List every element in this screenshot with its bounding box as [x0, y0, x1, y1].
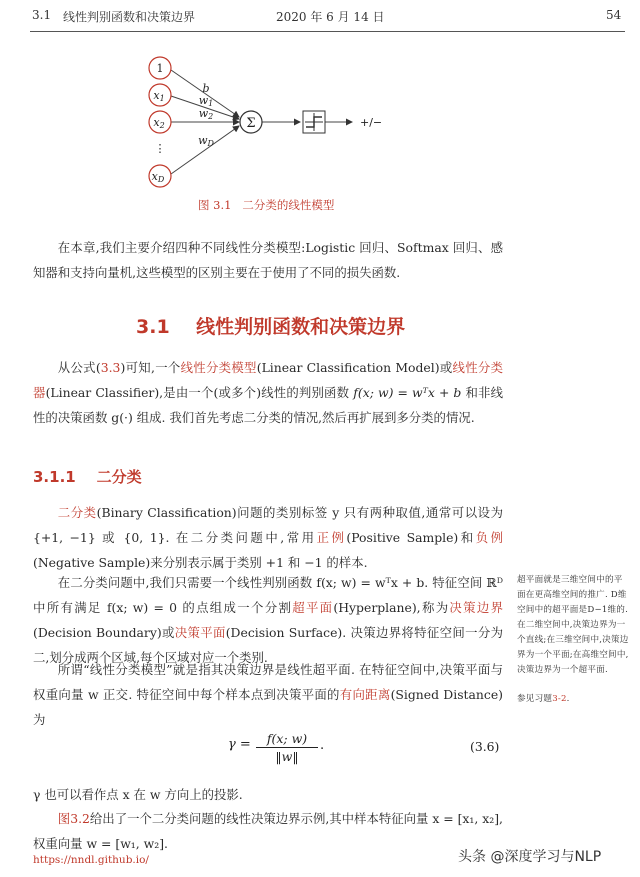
weight-w1-label: w1 [198, 94, 214, 108]
header-rule [30, 31, 625, 32]
paragraph-figure-reference: 图3.2给出了一个二分类问题的线性决策边界示例,其中样本特征向量 x = [x₁, x₂],权重向量 w = [w₁, w₂]. [33, 811, 503, 851]
exercise-link[interactable]: 3-2 [552, 694, 567, 704]
term-signed-distance: 有向距离 [339, 687, 391, 702]
section-title: 线性判别函数和决策边界 [196, 316, 406, 338]
term-decision-surface: 决策平面 [174, 625, 226, 640]
term-decision-boundary: 决策边界 [449, 600, 504, 615]
fraction-bar [256, 747, 318, 748]
eq-reference-link[interactable]: 3.3 [100, 360, 121, 375]
term-negative-sample: 负例 [475, 530, 504, 545]
header-date: 2020 年 6 月 14 日 [276, 10, 385, 24]
equation-denominator: ‖w‖ [275, 749, 299, 764]
paragraph-linear-classifier: 从公式(3.3)可知,一个线性分类模型(Linear Classification Model)或线性分类器(Linear Classifier),是由一个(或多个)线性的判别函数 f(x; w) = wᵀx + b 和非线性的决策函数 g(·) 组成. 我们首先考虑二分类的情况,然后再扩展到多分类的情况. [33, 360, 504, 425]
equation-numerator: f(x; w) [266, 731, 308, 746]
figure-caption-number: 图 3.1 [198, 198, 232, 212]
output-label: +/− [360, 116, 383, 129]
weight-b-label: b [202, 82, 210, 95]
equation-fraction [256, 731, 318, 764]
intro-paragraph: 在本章,我们主要介绍四种不同线性分类模型:Logistic 回归、Softmax 回归、感知器和支持向量机,这些模型的区别主要在于使用了不同的损失函数. [33, 240, 503, 280]
linear-model-diagram [140, 48, 400, 193]
term-linear-classifier: 线性分类器 [33, 360, 504, 400]
watermark-text: 头条 @深度学习与NLP [458, 849, 602, 865]
step-function-icon [303, 111, 325, 133]
header-section-title: 线性判别函数和决策边界 [63, 10, 196, 24]
section-number: 3.1 [136, 316, 170, 338]
input-x1-label: x1 [153, 89, 165, 103]
subsection-heading [33, 466, 142, 487]
equation-lhs: γ = [228, 737, 251, 752]
input-ellipsis: ⋮ [154, 142, 166, 155]
input-bias-label: 1 [156, 62, 164, 75]
margin-note-exercise-ref: 参见习题3-2. [517, 694, 570, 704]
subsection-number: 3.1.1 [33, 468, 76, 486]
discriminant-formula: f(x; w) = wᵀx + b [353, 385, 462, 400]
paragraph-projection: γ 也可以看作点 x 在 w 方向上的投影. [33, 787, 243, 802]
term-hyperplane: 超平面 [292, 600, 334, 615]
term-positive-sample: 正例 [316, 530, 347, 545]
equation-period: . [320, 738, 325, 753]
sum-symbol: Σ [246, 116, 256, 131]
header-section-number: 3.1 [32, 8, 52, 22]
section-heading [136, 312, 405, 339]
input-xD-label: xD [151, 170, 165, 184]
paragraph-signed-distance: 所谓“线性分类模型”就是指其决策边界是线性超平面. 在特征空间中,决策平面与权重向量 w 正交. 特征空间中每个样本点到决策平面的有向距离(Signed Distance)为 [33, 662, 503, 727]
figure-caption-text: 二分类的线性模型 [242, 198, 335, 212]
weight-wD-label: wD [198, 134, 214, 148]
margin-note-text: 超平面就是三维空间中的平面在更高维空间的推广. D维空间中的超平面是D−1维的. 在二维空间中,决策边界为一个直线;在三维空间中,决策边界为一个平面;在高维空间中,决策边界为一个超平面. [517, 575, 629, 675]
margin-note [517, 573, 629, 707]
weight-w2-label: w2 [198, 107, 214, 121]
term-linear-classification-model: 线性分类模型 [180, 360, 257, 375]
footer-url-link[interactable]: https://nndl.github.io/ [33, 854, 149, 866]
paragraph-binary-classification: 二分类(Binary Classification)问题的类别标签 y 只有两种取值,通常可以设为 {+1, −1} 或 {0, 1}. 在二分类问题中,常用正例(Positive Sample)和负例(Negative Sample)来分别表示属于类别 +1 和 −1 的样本. [33, 505, 504, 570]
term-binary-classification: 二分类 [57, 505, 97, 520]
paragraph-decision-boundary: 在二分类问题中,我们只需要一个线性判别函数 f(x; w) = wᵀx + b. 特征空间 ℝᴰ 中所有满足 f(x; w) = 0 的点组成一个分割超平面(Hyperplane),称为决策边界(Decision Boundary)或决策平面(Decision Surface). 决策边界将特征空间一分为二,划分成两个区域,每个区域对应一个类别. [33, 575, 504, 665]
input-x2-label: x2 [153, 116, 165, 130]
figure-reference-link[interactable]: 图3.2 [57, 811, 90, 826]
equation-tag: (3.6) [470, 739, 500, 754]
header-page-number: 54 [606, 8, 622, 22]
figure-caption [198, 197, 334, 213]
subsection-title: 二分类 [96, 468, 142, 486]
